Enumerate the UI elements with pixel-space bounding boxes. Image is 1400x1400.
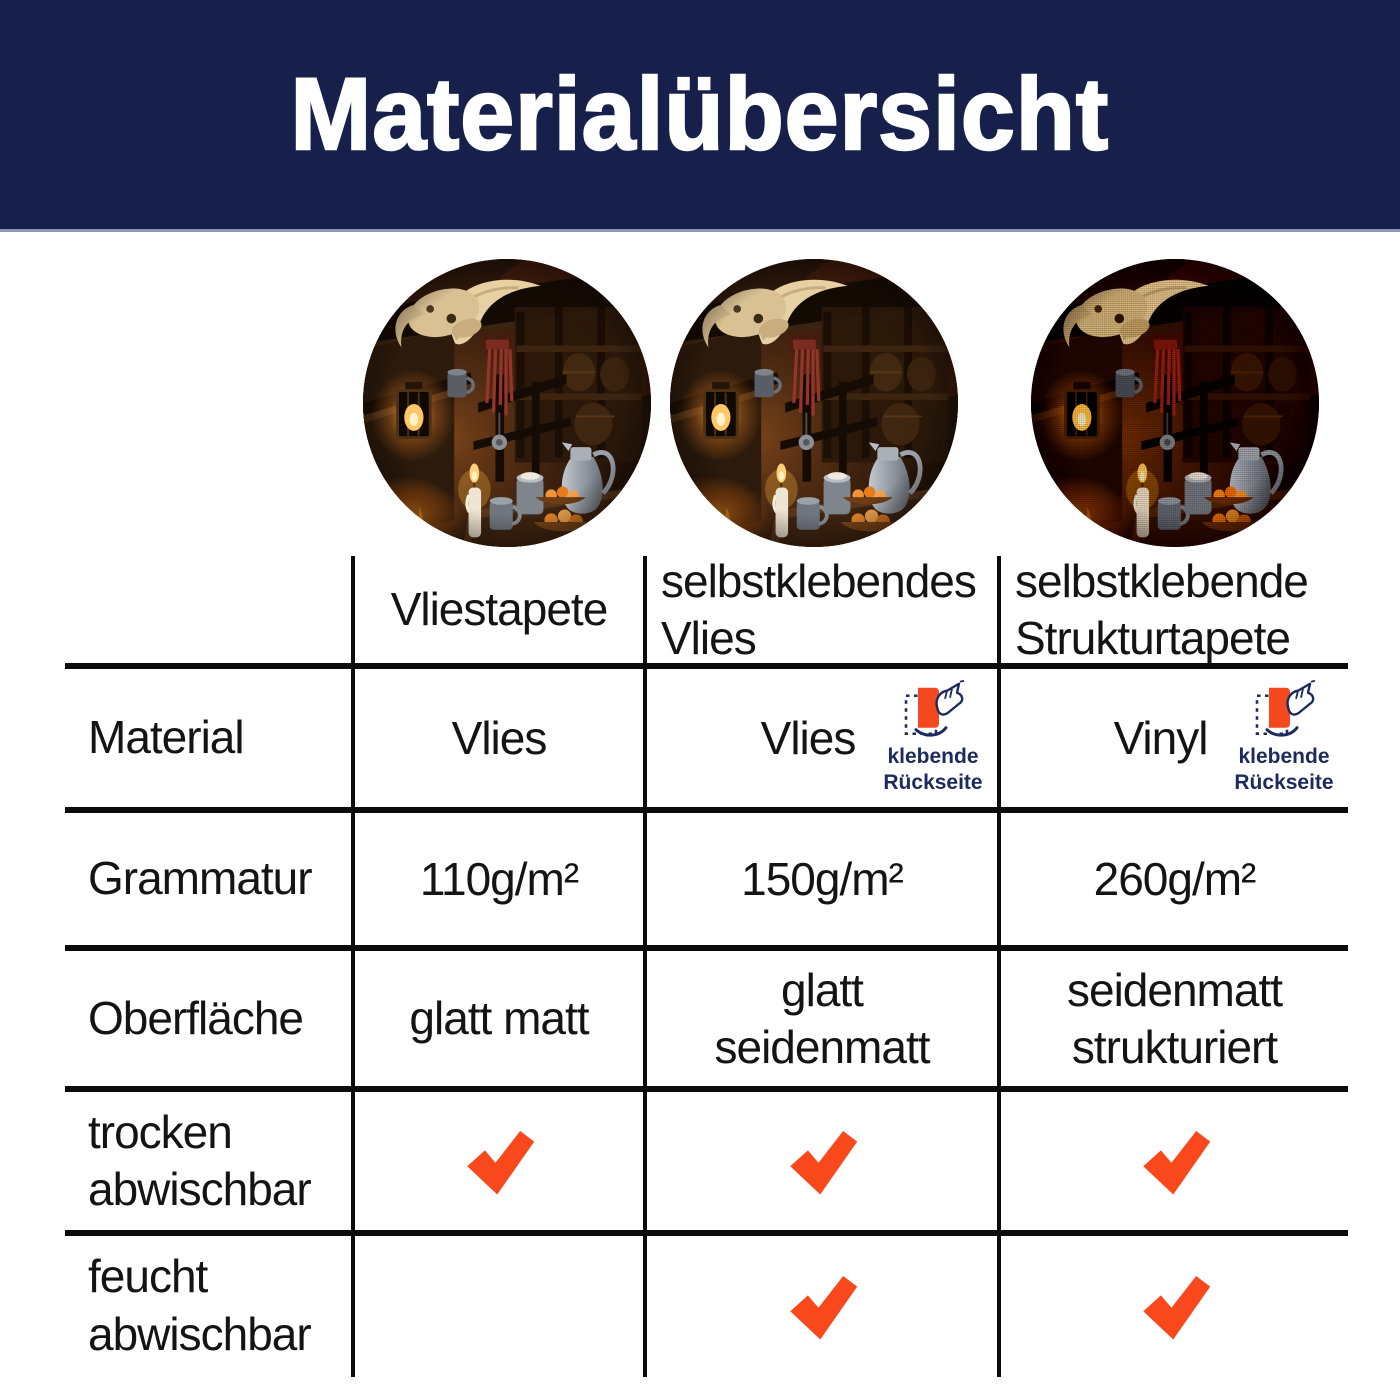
adhesive-back-badge (1226, 680, 1342, 797)
product-photo-strukturtapete (1031, 259, 1319, 547)
cell-oberflaeche-1: glatt matt (409, 992, 589, 1045)
check-icon (783, 1124, 861, 1198)
column-header-line: Vliestapete (390, 583, 608, 636)
cell-trocken-3 (1001, 1092, 1348, 1230)
cell-grammatur-1: 110g/m² (419, 852, 579, 905)
check-icon (1136, 1269, 1214, 1343)
cell-grammatur-3: 260g/m² (1093, 852, 1256, 905)
adhesive-badge-label: klebende Rückseite (883, 744, 983, 794)
column-header-vliestapete (355, 556, 643, 663)
adhesive-back-badge (875, 680, 991, 797)
cell-feucht-2 (647, 1236, 997, 1375)
cell-oberflaeche-2: glatt seidenmatt (714, 964, 930, 1073)
product-photo-selbstklebendes-vlies (670, 259, 958, 547)
adhesive-backing-icon (901, 680, 965, 744)
check-icon (783, 1269, 861, 1343)
column-header-line: Strukturtapete (1015, 611, 1290, 664)
cell-oberflaeche-3: seidenmatt strukturiert (1066, 964, 1282, 1073)
tavern-scene-image (363, 259, 651, 547)
row-label-material: Material (88, 711, 244, 764)
adhesive-backing-icon (1252, 680, 1316, 744)
tavern-scene-image-textured (1031, 259, 1319, 547)
cell-feucht-1 (355, 1236, 643, 1375)
cell-material-1: Vlies (451, 711, 547, 764)
column-header-line: selbstklebende (1015, 555, 1308, 608)
cell-feucht-3 (1001, 1236, 1348, 1375)
tavern-scene-image (670, 259, 958, 547)
row-label-oberflaeche: Oberfläche (88, 991, 304, 1044)
column-header-line: selbstklebendes (661, 555, 976, 608)
row-label-feucht-abwischbar: feucht abwischbar (88, 1250, 311, 1360)
cell-trocken-1 (355, 1092, 643, 1230)
header-banner (0, 0, 1400, 232)
product-photo-vliestapete (363, 259, 651, 547)
adhesive-badge-label: klebende Rückseite (1234, 744, 1334, 794)
column-header-strukturtapete (1001, 556, 1348, 663)
row-label-trocken-abwischbar: trocken abwischbar (88, 1105, 311, 1215)
cell-material-3: Vinyl klebende Rückseite (1001, 669, 1348, 807)
column-header-line: Vlies (661, 611, 756, 664)
cell-grammatur-2: 150g/m² (741, 852, 903, 905)
cell-trocken-2 (647, 1092, 997, 1230)
check-icon (1136, 1124, 1214, 1198)
page-title: Materialübersicht (290, 57, 1110, 171)
check-icon (460, 1124, 538, 1198)
column-header-selbstklebendes-vlies (647, 556, 997, 663)
row-label-grammatur: Grammatur (88, 852, 312, 905)
cell-material-2: Vlies klebende Rückseite (647, 669, 997, 807)
